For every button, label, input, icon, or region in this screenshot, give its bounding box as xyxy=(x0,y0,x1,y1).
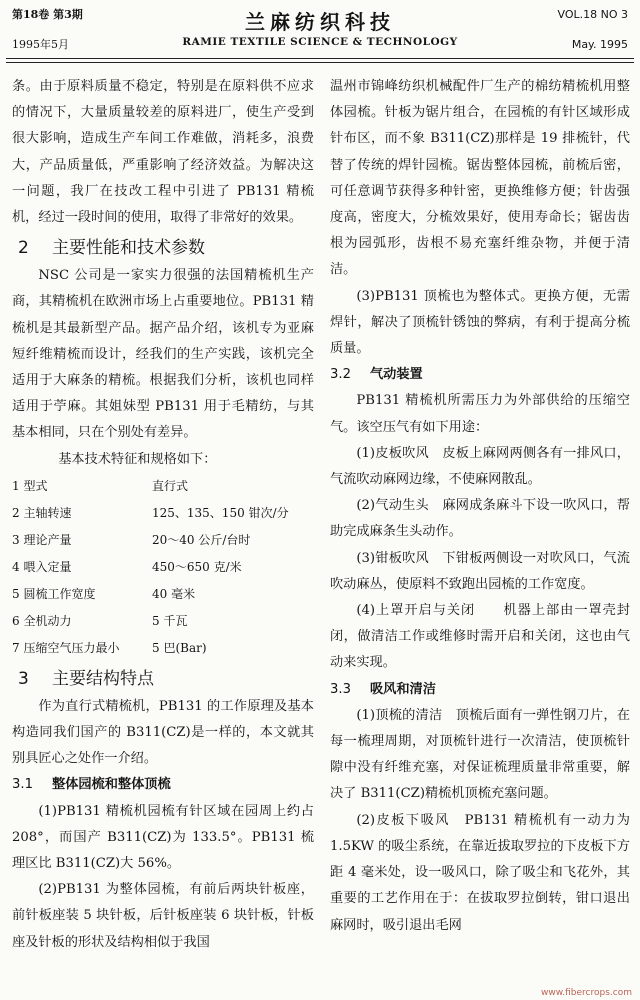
header-rule-top xyxy=(6,58,634,59)
section-3-2-item-1: (1)皮板吹风 皮板上麻网两侧各有一排风口，气流吹动麻网边缘，不使麻网散乱。 xyxy=(330,445,630,488)
section-3-3-title: 吸风和清洁 xyxy=(370,681,436,697)
right-column xyxy=(330,74,630,939)
section-3-3-item-1: (1)顶梳的清洁 顶梳后面有一弹性钢刀片，在每一梳理周期，对顶梳针进行一次清洁，使顶梳针隙中没有纤维充塞，对保证梳理质量非常重要，解决了 B311(CZ)精梳机顶梳充塞问题。 xyxy=(330,707,630,802)
spec-row xyxy=(12,527,314,554)
journal-title-en: RAMIE TEXTILE SCIENCE & TECHNOLOGY xyxy=(182,36,458,48)
section-3-1-paragraph-1: (1)PB131 精梳机园梳有针区域在园周上约占 208°，而国产 B311(CZ)为 133.5°。PB131 梳理区比 B311(CZ)大 56%。 xyxy=(12,803,314,872)
section-2-title: 主要性能和技术参数 xyxy=(52,238,205,259)
section-2-heading xyxy=(12,233,314,263)
section-3-2-heading xyxy=(330,362,630,388)
section-3-3-number: 3.3 xyxy=(330,681,351,697)
spec-value: 125、135、150 钳次/分 xyxy=(152,505,289,520)
header-rule-bottom xyxy=(6,62,634,63)
spec-row xyxy=(12,608,314,635)
section-3-1-paragraph-3: (3)PB131 顶梳也为整体式。更换方便，无需焊针，解决了顶梳针锈蚀的弊病，有利于提高分梳质量。 xyxy=(330,288,630,357)
section-3-1-title: 整体园梳和整体顶梳 xyxy=(52,777,171,793)
site-watermark: www.fibercrops.com xyxy=(541,988,632,998)
section-3-1-heading xyxy=(12,772,314,798)
spec-key: 5 圆梳工作宽度 xyxy=(12,586,96,601)
section-2-number: 2 xyxy=(18,238,29,259)
spec-value: 20～40 公斤/台时 xyxy=(152,532,251,547)
spec-value: 450～650 克/米 xyxy=(152,559,242,574)
section-2-paragraph: NSC 公司是一家实力很强的法国精梳机生产商，其精梳机在欧洲市场上占重要地位。PB131 精梳机是其最新型产品。据产品介绍，该机专为亚麻短纤维精梳而设计，经我们的生产实践，该机完全适用于大麻条的精梳。根据我们分析，该机也同样适用于苧麻。其姐妹型 PB131 用于毛精纺，与其基本相同，只在个别处有差异。 xyxy=(12,268,314,441)
section-3-2-title: 气动装置 xyxy=(370,367,423,383)
date-cn: 1995年5月 xyxy=(12,38,69,51)
section-3-2-paragraph: PB131 精梳机所需压力为外部供给的压缩空气。该空压气有如下用途： xyxy=(330,393,630,435)
spec-key: 6 全机动力 xyxy=(12,613,72,628)
section-3-1-paragraph-2: (2)PB131 为整体园梳，有前后两块针板座，前针板座装 5 块针板，后针板座装 6 块针板，针板座及针板的形状及结构相似于我国 xyxy=(12,882,314,950)
spec-row xyxy=(12,473,314,500)
volume-issue-en: VOL.18 NO 3 xyxy=(557,8,628,21)
spec-value: 直行式 xyxy=(152,478,189,493)
spec-row xyxy=(12,581,314,608)
spec-list xyxy=(12,473,314,662)
left-column xyxy=(12,74,314,956)
spec-intro: 基本技术特征和规格如下： xyxy=(58,451,217,467)
section-3-2-item-3: (3)钳板吹风 下钳板两侧设一对吹风口，气流吹动麻丛，使原料不致跑出园梳的工作宽度。 xyxy=(330,550,630,592)
continued-paragraph: 温州市锦峰纺织机械配件厂生产的棉纺精梳机用整体园梳。针板为锯片组合，在园梳的有针区域形成针布区，而不象 B311(CZ)那样是 19 排梳针，代替了传统的焊针园梳。锯齿整体园梳，前梳后密，可任意调节获得多种针密，更换维修方便；针齿强度高，密度大，分梳效果好，使用寿命长；锯齿齿根为园弧形，齿根不易充塞纤维杂物，并便于清洁。 xyxy=(330,79,630,278)
intro-paragraph: 条。由于原料质量不稳定，特别是在原料供不应求的情况下，大量质量较差的原料进厂，使生产受到很大影响，造成生产车间工作难做，消耗多，浪费大，产品质量低，严重影响了经济效益。为解决这一问题，我厂在技改工程中引进了 PB131 精梳机，经过一段时间的使用，取得了非常好的效果。 xyxy=(12,79,314,226)
section-3-1-number: 3.1 xyxy=(12,777,33,793)
section-3-title: 主要结构特点 xyxy=(52,668,154,689)
section-3-number: 3 xyxy=(18,668,29,689)
spec-key: 4 喂入定量 xyxy=(12,559,72,574)
spec-row xyxy=(12,635,314,662)
section-3-2-item-4: (4)上罩开启与关闭 机器上部由一罩壳封闭，做清洁工作或维修时需开启和关闭，这也由气动来实现。 xyxy=(330,603,630,671)
section-3-2-item-2: (2)气动生头 麻网成条麻斗下设一吹风口，帮助完成麻条生头动作。 xyxy=(330,498,630,540)
spec-key: 3 理论产量 xyxy=(12,532,72,547)
spec-row xyxy=(12,554,314,581)
volume-issue-cn: 第18卷 第3期 xyxy=(12,8,83,21)
section-3-3-heading xyxy=(330,677,630,703)
spec-key: 7 压缩空气压力最小 xyxy=(12,640,120,655)
section-3-3-item-2: (2)皮板下吸风 PB131 精梳机有一动力为 1.5KW 的吸尘系统，在靠近拔取罗拉的下皮板下方距 4 毫米处，设一吸风口，除了吸尘和飞花外，其重要的工艺作用在于：在拔取罗拉倒转，钳口退出麻网时，吸引退出毛网 xyxy=(330,812,630,933)
spec-row xyxy=(12,500,314,527)
spec-key: 1 型式 xyxy=(12,478,48,493)
spec-value: 5 巴(Bar) xyxy=(152,640,207,655)
journal-title-cn: 兰麻纺织科技 xyxy=(245,10,395,34)
section-3-heading xyxy=(12,664,314,694)
section-3-2-number: 3.2 xyxy=(330,367,351,383)
spec-key: 2 主轴转速 xyxy=(12,505,72,520)
spec-value: 40 毫米 xyxy=(152,586,196,601)
section-3-paragraph: 作为直行式精梳机，PB131 的工作原理及基本构造同我们国产的 B311(CZ)是一样的，本文就其别具匠心之处作一介绍。 xyxy=(12,698,314,767)
journal-header xyxy=(0,0,640,66)
spec-value: 5 千瓦 xyxy=(152,613,188,628)
date-en: May. 1995 xyxy=(571,38,628,51)
